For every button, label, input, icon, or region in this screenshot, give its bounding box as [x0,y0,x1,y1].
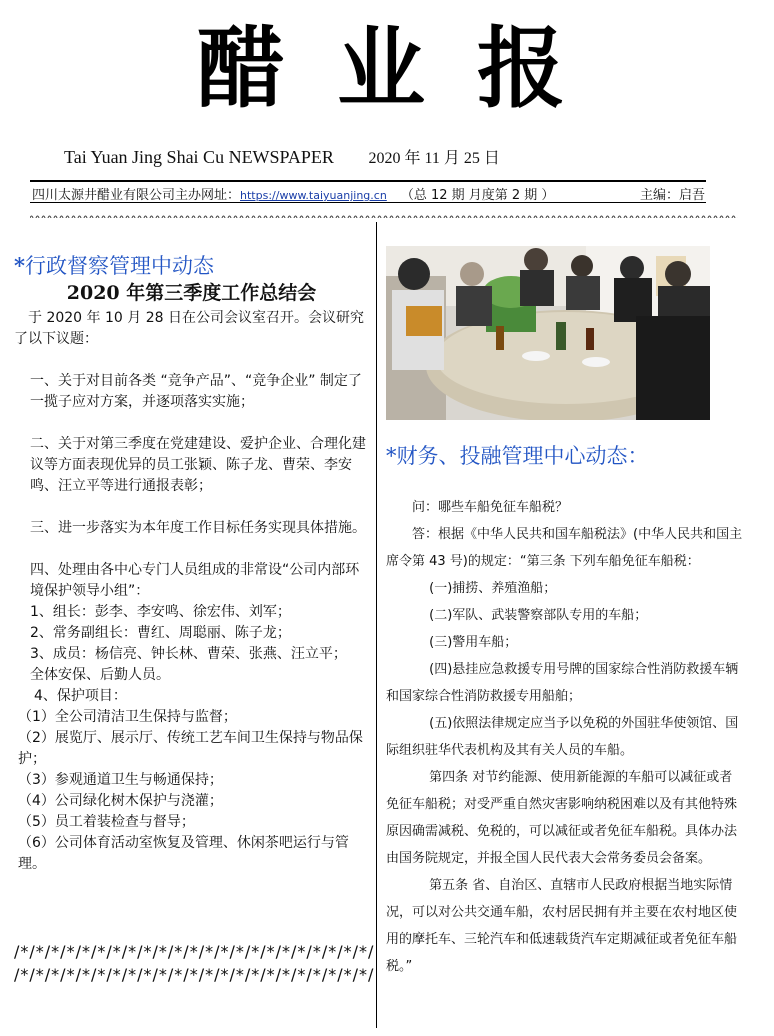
exempt-item-4: (四)悬挂应急救援专用号牌的国家综合性消防救援车辆和国家综合性消防救援专用船舶； [386,662,739,704]
agenda-item-4: 四、处理由各中心专门人员组成的非常设“公司内部环境保护领导小组”： [30,562,360,599]
finance-answer: 答：根据《中华人民共和国车船税法》(中华人民共和国主席令第 43 号)的规定：“第三条 下列车船免征车船税： [386,527,743,569]
agenda-item-4-2: 2、常务副组长：曹红、周聪丽、陈子龙； [30,625,291,641]
protect-item-3: （3）参观通道卫生与畅通保持； [18,772,223,788]
section-star-finance: * [386,444,397,468]
column-divider [376,222,377,1028]
article-4: 第四条 对节约能源、使用新能源的车船可以减征或者免征车船税；对受严重自然灾害影响纳税困难以及有其他特殊原因确需减税、免税的，可以减征或者免征车船税。具体办法由国务院规定，并报全国人民代表大会常务委员会备案。 [386,770,738,866]
english-subtitle: Tai Yuan Jing Shai Cu NEWSPAPER [64,147,334,167]
masthead-title: 醋业报 [196,16,617,120]
star-divider-line-1: /*/*/*/*/*/*/*/*/*/*/*/*/*/*/*/*/*/*/*/*/*/*/*/ [14,942,375,961]
exempt-item-1: (一)捕捞、养殖渔船； [386,581,557,596]
protect-item-2: （2）展览厅、展示厅、传统工艺车间卫生保持与物品保护； [18,730,363,767]
exempt-item-2: (二)军队、武装警察部队专用的车船； [386,608,648,623]
wavy-line-graphic [30,213,738,218]
protect-item-4: （4）公司绿化树木保护与浇灌； [18,793,223,809]
section-title-finance-text: 财务、投融管理中心动态： [396,444,649,468]
editor-label: 主编：启吾 [640,188,706,203]
star-divider-line-2: /*/*/*/*/*/*/*/*/*/*/*/*/*/*/*/*/*/*/*/*/*/*/*/ [14,965,375,984]
agenda-item-1: 一、关于对目前各类 “竞争产品”、“竞争企业” 制定了一揽子应对方案，并逐项落实实施； [30,373,362,410]
publisher-label: 四川太源井醋业有限公司主办网址： [32,188,241,203]
section-title-admin-text: 行政督察管理中动态 [24,254,214,278]
top-rule [30,180,706,182]
section-title-admin [14,255,369,277]
protect-item-5: （5）员工着装检查与督导； [18,814,195,830]
issue-number: （总 12 期 月度第 2 期 ） [400,188,555,203]
exempt-item-5: (五)依照法律规定应当予以免税的外国驻华使领馆、国际组织驻华代表机构及其有关人员的车船。 [386,716,739,758]
agenda-item-4-3: 3、成员：杨信亮、钟长林、曹荣、张燕、汪立平； [30,646,347,662]
subtitle-line [64,145,500,168]
protect-item-1: （1）全公司清洁卫生保持与监督； [18,709,237,725]
section-star-admin: * [14,253,25,278]
agenda-item-3: 三、进一步落实为本年度工作目标任务实现具体措施。 [30,520,366,536]
article-intro: 于 2020 年 10 月 28 日在公司会议室召开。会议研究了以下议题： [14,310,364,347]
website-link[interactable]: https://www.taiyuanjing.cn [240,189,387,202]
right-column [386,494,744,980]
info-line [32,184,732,203]
wavy-divider [30,208,738,218]
agenda-item-4-all: 全体安保、后勤人员。 [30,667,170,683]
agenda-item-4-1: 1、组长：彭李、李安鸣、徐宏伟、刘军； [30,604,291,620]
meeting-photo-graphic [386,246,710,420]
section-title-finance [386,440,649,470]
issue-date: 2020 年 11 月 25 日 [368,150,500,167]
finance-question: 问：哪些车船免征车船税？ [386,500,569,515]
agenda-item-4-4: 4、保护项目： [34,688,127,704]
star-divider [14,940,374,986]
article-5: 第五条 省、自治区、直辖市人民政府根据当地实际情况，可以对公共交通车船，农村居民拥有并主要在农村地区使用的摩托车、三轮汽车和低速载货汽车定期减征或者免征车船税。” [386,878,738,974]
left-column [14,255,369,875]
article-title: 2020 年第三季度工作总结会 [66,282,317,304]
exempt-item-3: (三)警用车船； [386,635,518,650]
meeting-photo [386,246,710,420]
info-rule [30,202,706,203]
agenda-item-2: 二、关于对第三季度在党建建设、爱护企业、合理化建议等方面表现优异的员工张颖、陈子龙、曹荣、李安鸣、汪立平等进行通报表彰； [30,436,366,494]
protect-item-6: （6）公司体育活动室恢复及管理、休闲茶吧运行与管理。 [18,835,349,872]
